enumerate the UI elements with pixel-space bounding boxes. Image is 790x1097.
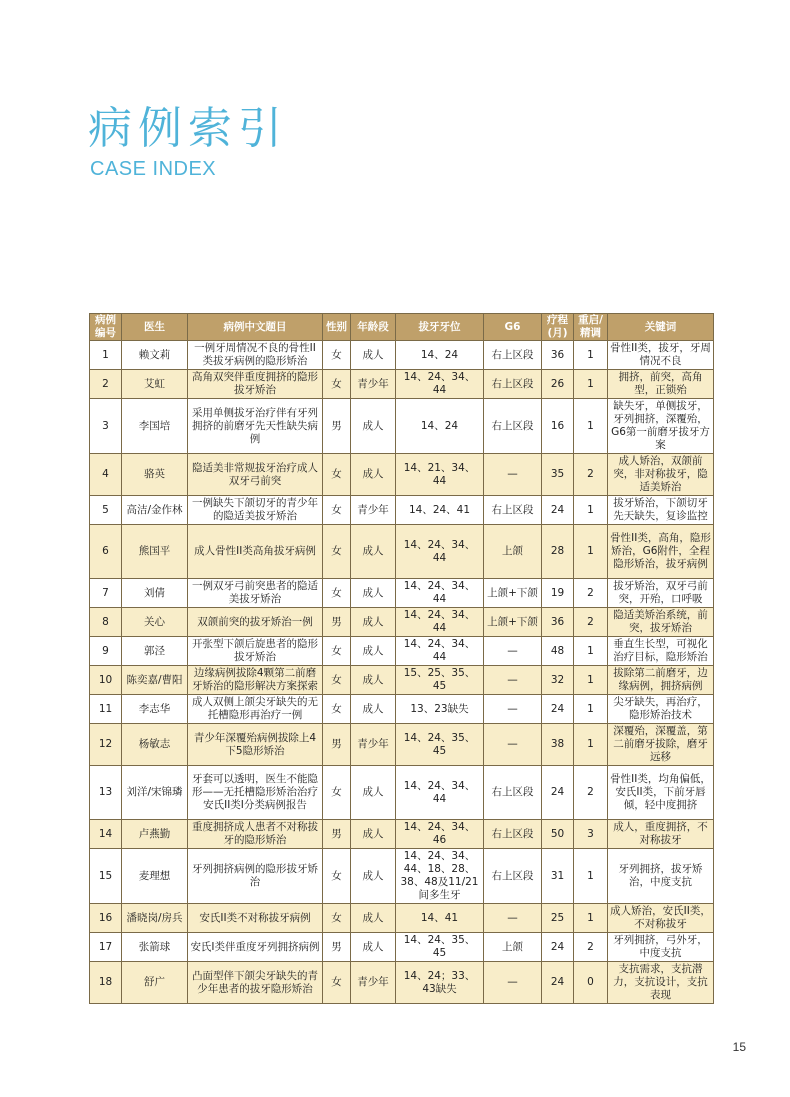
col-header-g6: G6 xyxy=(484,314,542,341)
cell-age: 成人 xyxy=(351,904,396,933)
cell-extraction: 14、21、34、44 xyxy=(396,454,484,496)
cell-keywords: 垂直生长型，可视化治疗目标，隐形矫治 xyxy=(608,637,714,666)
table-row xyxy=(90,820,714,849)
cell-title: 青少年深覆殆病例拔除上4下5隐形矫治 xyxy=(188,724,323,766)
cell-g6: 右上区段 xyxy=(484,496,542,525)
cell-sex: 男 xyxy=(323,608,351,637)
cell-g6: 右上区段 xyxy=(484,849,542,904)
cell-extraction: 14、24、34、44 xyxy=(396,608,484,637)
cell-duration: 38 xyxy=(542,724,574,766)
cell-age: 青少年 xyxy=(351,370,396,399)
cell-sex: 女 xyxy=(323,666,351,695)
cell-title: 成人骨性II类高角拔牙病例 xyxy=(188,525,323,579)
cell-duration: 24 xyxy=(542,962,574,1004)
cell-duration: 28 xyxy=(542,525,574,579)
table-row xyxy=(90,666,714,695)
cell-age: 成人 xyxy=(351,666,396,695)
cell-doctor: 舒广 xyxy=(122,962,188,1004)
cell-keywords: 深覆殆，深覆盖，第二前磨牙拔除，磨牙远移 xyxy=(608,724,714,766)
cell-title: 成人双侧上颌尖牙缺失的无托槽隐形再治疗一例 xyxy=(188,695,323,724)
cell-case-no: 8 xyxy=(90,608,122,637)
cell-keywords: 成人，重度拥挤，不对称拔牙 xyxy=(608,820,714,849)
cell-restart: 1 xyxy=(574,695,608,724)
table-row xyxy=(90,766,714,820)
cell-extraction: 14、24、34、44 xyxy=(396,766,484,820)
cell-age: 青少年 xyxy=(351,496,396,525)
cell-title: 凸面型伴下颌尖牙缺失的青少年患者的拔牙隐形矫治 xyxy=(188,962,323,1004)
cell-keywords: 尖牙缺失，再治疗，隐形矫治技术 xyxy=(608,695,714,724)
cell-keywords: 成人矫治，双颌前突，非对称拔牙，隐适美矫治 xyxy=(608,454,714,496)
col-header-restart: 重启/精调 xyxy=(574,314,608,341)
cell-restart: 1 xyxy=(574,637,608,666)
cell-keywords: 拔牙矫治，双牙弓前突，开殆，口呼吸 xyxy=(608,579,714,608)
cell-extraction: 14、24、34、44 xyxy=(396,579,484,608)
cell-keywords: 牙列拥挤，弓外牙，中度支抗 xyxy=(608,933,714,962)
cell-doctor: 刘倩 xyxy=(122,579,188,608)
cell-age: 青少年 xyxy=(351,724,396,766)
cell-age: 成人 xyxy=(351,454,396,496)
cell-extraction: 14、24、41 xyxy=(396,496,484,525)
cell-g6: 右上区段 xyxy=(484,399,542,454)
cell-keywords: 拔除第二前磨牙，边缘病例，拥挤病例 xyxy=(608,666,714,695)
cell-extraction: 14、24、34、44 xyxy=(396,525,484,579)
cell-restart: 1 xyxy=(574,496,608,525)
cell-age: 成人 xyxy=(351,525,396,579)
page-subtitle: CASE INDEX xyxy=(90,158,217,180)
cell-extraction: 13、23缺失 xyxy=(396,695,484,724)
cell-duration: 36 xyxy=(542,608,574,637)
cell-title: 安氏I类伴重度牙列拥挤病例 xyxy=(188,933,323,962)
cell-case-no: 17 xyxy=(90,933,122,962)
cell-g6: — xyxy=(484,904,542,933)
table-row xyxy=(90,904,714,933)
table-row xyxy=(90,637,714,666)
cell-keywords: 拔牙矫治，下颌切牙先天缺失，复诊监控 xyxy=(608,496,714,525)
cell-title: 高角双突伴重度拥挤的隐形拔牙矫治 xyxy=(188,370,323,399)
table-row xyxy=(90,695,714,724)
cell-sex: 女 xyxy=(323,695,351,724)
col-header-doctor: 医生 xyxy=(122,314,188,341)
table-row xyxy=(90,454,714,496)
cell-g6: — xyxy=(484,695,542,724)
cell-restart: 1 xyxy=(574,525,608,579)
cell-title: 安氏II类不对称拔牙病例 xyxy=(188,904,323,933)
table-row xyxy=(90,496,714,525)
cell-case-no: 16 xyxy=(90,904,122,933)
cell-title: 一例缺失下颌切牙的青少年的隐适美拔牙矫治 xyxy=(188,496,323,525)
cell-doctor: 骆英 xyxy=(122,454,188,496)
cell-title: 一例牙周情况不良的骨性II类拔牙病例的隐形矫治 xyxy=(188,341,323,370)
cell-doctor: 郭泾 xyxy=(122,637,188,666)
cell-restart: 2 xyxy=(574,608,608,637)
cell-g6: 右上区段 xyxy=(484,820,542,849)
cell-sex: 女 xyxy=(323,454,351,496)
cell-case-no: 3 xyxy=(90,399,122,454)
cell-keywords: 骨性II类，拔牙，牙周情况不良 xyxy=(608,341,714,370)
cell-case-no: 12 xyxy=(90,724,122,766)
cell-age: 成人 xyxy=(351,341,396,370)
cell-keywords: 牙列拥挤，拔牙矫治，中度支抗 xyxy=(608,849,714,904)
cell-doctor: 刘洋/宋锦璘 xyxy=(122,766,188,820)
cell-case-no: 2 xyxy=(90,370,122,399)
cell-keywords: 成人矫治，安氏II类，不对称拔牙 xyxy=(608,904,714,933)
table-row xyxy=(90,962,714,1004)
cell-extraction: 14、24 xyxy=(396,341,484,370)
cell-age: 成人 xyxy=(351,849,396,904)
cell-title: 牙列拥挤病例的隐形拔牙矫治 xyxy=(188,849,323,904)
table-row xyxy=(90,608,714,637)
cell-restart: 2 xyxy=(574,579,608,608)
table-row xyxy=(90,341,714,370)
cell-doctor: 潘晓岗/房兵 xyxy=(122,904,188,933)
cell-title: 开张型下颌后旋患者的隐形拔牙矫治 xyxy=(188,637,323,666)
cell-keywords: 骨性II类，高角，隐形矫治，G6附件，全程隐形矫治，拔牙病例 xyxy=(608,525,714,579)
cell-duration: 50 xyxy=(542,820,574,849)
cell-doctor: 艾虹 xyxy=(122,370,188,399)
cell-restart: 2 xyxy=(574,454,608,496)
cell-doctor: 张箭球 xyxy=(122,933,188,962)
cell-keywords: 缺失牙，单侧拔牙，牙列拥挤，深覆殆，G6第一前磨牙拔牙方案 xyxy=(608,399,714,454)
cell-case-no: 10 xyxy=(90,666,122,695)
cell-sex: 女 xyxy=(323,766,351,820)
cell-g6: 右上区段 xyxy=(484,341,542,370)
cell-g6: 上颌 xyxy=(484,933,542,962)
cell-doctor: 高洁/金作林 xyxy=(122,496,188,525)
cell-restart: 1 xyxy=(574,849,608,904)
cell-sex: 女 xyxy=(323,962,351,1004)
page-number: 15 xyxy=(732,1040,746,1054)
cell-g6: — xyxy=(484,724,542,766)
cell-doctor: 麦理想 xyxy=(122,849,188,904)
cell-keywords: 支抗需求，支抗潜力，支抗设计，支抗表现 xyxy=(608,962,714,1004)
cell-keywords: 骨性II类，均角偏低，安氏II类，下前牙唇倾，轻中度拥挤 xyxy=(608,766,714,820)
cell-duration: 24 xyxy=(542,766,574,820)
cell-case-no: 9 xyxy=(90,637,122,666)
cell-age: 成人 xyxy=(351,766,396,820)
cell-restart: 1 xyxy=(574,904,608,933)
cell-keywords: 拥挤，前突，高角型，正锁殆 xyxy=(608,370,714,399)
cell-extraction: 14、24 xyxy=(396,399,484,454)
cell-duration: 48 xyxy=(542,637,574,666)
cell-g6: — xyxy=(484,962,542,1004)
cell-age: 成人 xyxy=(351,608,396,637)
cell-duration: 24 xyxy=(542,695,574,724)
cell-age: 成人 xyxy=(351,637,396,666)
cell-extraction: 14、24、34、44 xyxy=(396,637,484,666)
cell-title: 隐适美非常规拔牙治疗成人双牙弓前突 xyxy=(188,454,323,496)
cell-sex: 女 xyxy=(323,579,351,608)
cell-sex: 女 xyxy=(323,341,351,370)
cell-duration: 24 xyxy=(542,496,574,525)
cell-restart: 1 xyxy=(574,341,608,370)
cell-case-no: 4 xyxy=(90,454,122,496)
cell-g6: 上颌+下颌 xyxy=(484,608,542,637)
cell-title: 一例双牙弓前突患者的隐适美拔牙矫治 xyxy=(188,579,323,608)
cell-g6: — xyxy=(484,454,542,496)
cell-sex: 男 xyxy=(323,933,351,962)
cell-duration: 36 xyxy=(542,341,574,370)
cell-g6: 上颌+下颌 xyxy=(484,579,542,608)
cell-restart: 1 xyxy=(574,724,608,766)
cell-age: 成人 xyxy=(351,579,396,608)
cell-g6: 右上区段 xyxy=(484,370,542,399)
cell-extraction: 14、41 xyxy=(396,904,484,933)
cell-sex: 男 xyxy=(323,724,351,766)
col-header-title: 病例中文题目 xyxy=(188,314,323,341)
cell-case-no: 5 xyxy=(90,496,122,525)
col-header-duration: 疗程(月) xyxy=(542,314,574,341)
table-row xyxy=(90,933,714,962)
cell-case-no: 1 xyxy=(90,341,122,370)
cell-duration: 25 xyxy=(542,904,574,933)
cell-g6: 右上区段 xyxy=(484,766,542,820)
cell-extraction: 14、24；33、43缺失 xyxy=(396,962,484,1004)
cell-restart: 1 xyxy=(574,666,608,695)
cell-restart: 3 xyxy=(574,820,608,849)
cell-age: 成人 xyxy=(351,695,396,724)
table-row xyxy=(90,370,714,399)
cell-age: 成人 xyxy=(351,933,396,962)
table-row xyxy=(90,849,714,904)
cell-extraction: 14、24、34、46 xyxy=(396,820,484,849)
cell-title: 采用单侧拔牙治疗伴有牙列拥挤的前磨牙先天性缺失病例 xyxy=(188,399,323,454)
cell-sex: 男 xyxy=(323,820,351,849)
cell-doctor: 李国培 xyxy=(122,399,188,454)
cell-g6: — xyxy=(484,637,542,666)
cell-title: 重度拥挤成人患者不对称拔牙的隐形矫治 xyxy=(188,820,323,849)
cell-restart: 1 xyxy=(574,370,608,399)
cell-restart: 2 xyxy=(574,766,608,820)
table-row xyxy=(90,724,714,766)
cell-keywords: 隐适美矫治系统，前突，拔牙矫治 xyxy=(608,608,714,637)
col-header-keywords: 关键词 xyxy=(608,314,714,341)
cell-age: 成人 xyxy=(351,820,396,849)
cell-extraction: 14、24、35、45 xyxy=(396,933,484,962)
cell-extraction: 14、24、35、45 xyxy=(396,724,484,766)
cell-duration: 31 xyxy=(542,849,574,904)
cell-title: 双颌前突的拔牙矫治一例 xyxy=(188,608,323,637)
cell-g6: 上颌 xyxy=(484,525,542,579)
cell-restart: 1 xyxy=(574,399,608,454)
cell-extraction: 14、24、34、44、18、28、38、48及11/21间多生牙 xyxy=(396,849,484,904)
table-row xyxy=(90,525,714,579)
cell-sex: 女 xyxy=(323,496,351,525)
cell-doctor: 杨敏志 xyxy=(122,724,188,766)
cell-duration: 19 xyxy=(542,579,574,608)
page-title: 病例索引 xyxy=(88,103,288,154)
table-header-row xyxy=(90,314,714,341)
cell-case-no: 18 xyxy=(90,962,122,1004)
table-row xyxy=(90,399,714,454)
cell-sex: 女 xyxy=(323,370,351,399)
col-header-age: 年龄段 xyxy=(351,314,396,341)
cell-sex: 男 xyxy=(323,399,351,454)
cell-case-no: 13 xyxy=(90,766,122,820)
cell-case-no: 11 xyxy=(90,695,122,724)
case-index-table xyxy=(89,313,714,1004)
cell-age: 青少年 xyxy=(351,962,396,1004)
cell-doctor: 李志华 xyxy=(122,695,188,724)
cell-doctor: 关心 xyxy=(122,608,188,637)
cell-case-no: 6 xyxy=(90,525,122,579)
cell-case-no: 14 xyxy=(90,820,122,849)
cell-doctor: 熊国平 xyxy=(122,525,188,579)
cell-g6: — xyxy=(484,666,542,695)
cell-duration: 24 xyxy=(542,933,574,962)
cell-sex: 女 xyxy=(323,904,351,933)
cell-duration: 16 xyxy=(542,399,574,454)
cell-case-no: 15 xyxy=(90,849,122,904)
cell-extraction: 14、24、34、44 xyxy=(396,370,484,399)
cell-title: 边缘病例拔除4颗第二前磨牙矫治的隐形解决方案探索 xyxy=(188,666,323,695)
cell-sex: 女 xyxy=(323,525,351,579)
col-header-sex: 性别 xyxy=(323,314,351,341)
cell-restart: 0 xyxy=(574,962,608,1004)
cell-age: 成人 xyxy=(351,399,396,454)
cell-extraction: 15、25、35、45 xyxy=(396,666,484,695)
cell-duration: 26 xyxy=(542,370,574,399)
cell-doctor: 卢燕勤 xyxy=(122,820,188,849)
cell-case-no: 7 xyxy=(90,579,122,608)
cell-doctor: 陈奕嘉/曹阳 xyxy=(122,666,188,695)
cell-duration: 32 xyxy=(542,666,574,695)
table-row xyxy=(90,579,714,608)
col-header-case-no: 病例编号 xyxy=(90,314,122,341)
cell-restart: 2 xyxy=(574,933,608,962)
col-header-extraction: 拔牙牙位 xyxy=(396,314,484,341)
cell-sex: 女 xyxy=(323,637,351,666)
cell-title: 牙套可以透明，医生不能隐形——无托槽隐形矫治治疗安氏II类I分类病例报告 xyxy=(188,766,323,820)
cell-duration: 35 xyxy=(542,454,574,496)
cell-doctor: 赖文莉 xyxy=(122,341,188,370)
cell-sex: 女 xyxy=(323,849,351,904)
